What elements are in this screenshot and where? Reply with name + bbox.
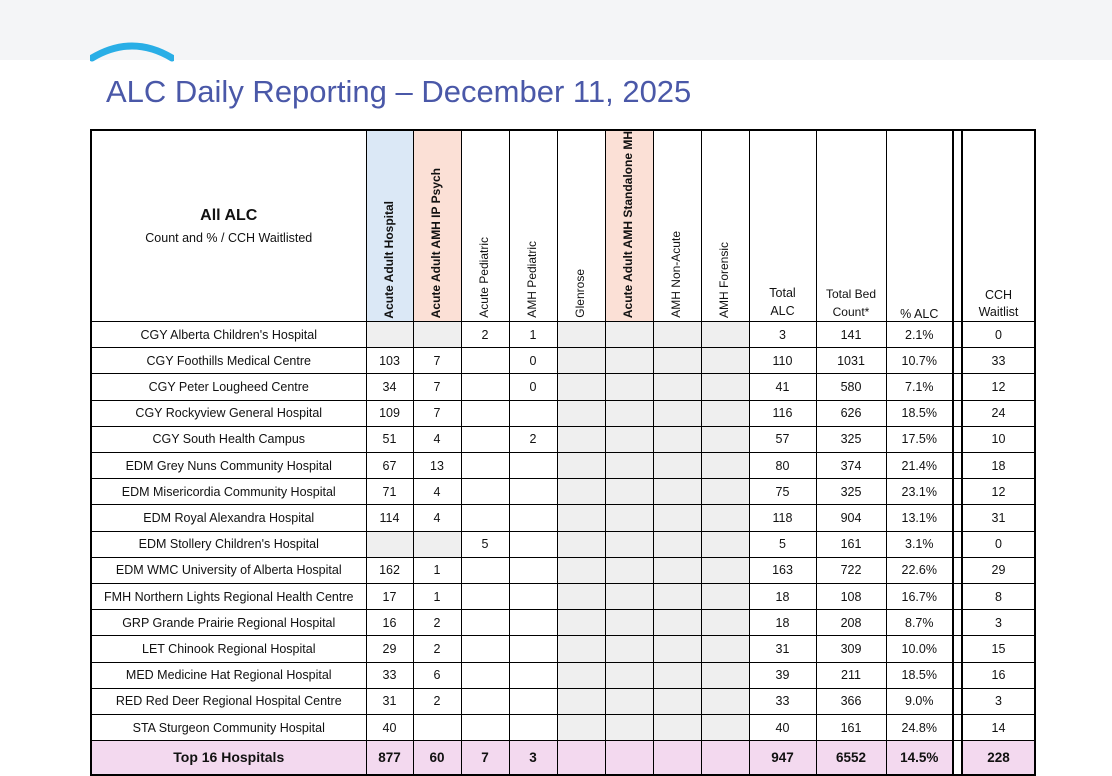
- column-gap: [953, 662, 962, 688]
- alc-count-cell: [605, 400, 653, 426]
- bed-count-cell: 6552: [816, 741, 886, 775]
- alc-count-cell: 6: [413, 662, 461, 688]
- bed-count-cell: 211: [816, 662, 886, 688]
- hospital-name: MED Medicine Hat Regional Hospital: [91, 662, 366, 688]
- cch-waitlist-cell: 29: [962, 557, 1035, 583]
- total-alc-cell: 33: [749, 688, 816, 714]
- pct-alc-cell: 17.5%: [886, 426, 953, 452]
- alc-count-cell: 0: [509, 348, 557, 374]
- alc-count-cell: [557, 636, 605, 662]
- alc-count-cell: 4: [413, 479, 461, 505]
- bed-count-cell: 325: [816, 426, 886, 452]
- bed-count-cell: 325: [816, 479, 886, 505]
- pct-alc-cell: 22.6%: [886, 557, 953, 583]
- hospital-name: STA Sturgeon Community Hospital: [91, 714, 366, 740]
- alc-count-cell: 29: [366, 636, 413, 662]
- alc-count-cell: [366, 322, 413, 348]
- alc-count-cell: [461, 583, 509, 609]
- alc-count-cell: 4: [413, 426, 461, 452]
- hospital-name: EDM Grey Nuns Community Hospital: [91, 453, 366, 479]
- total-alc-cell: 80: [749, 453, 816, 479]
- pct-alc-cell: 23.1%: [886, 479, 953, 505]
- alc-count-cell: 13: [413, 453, 461, 479]
- alc-count-cell: 2: [461, 322, 509, 348]
- col-amh-non-acute: AMH Non-Acute: [653, 130, 701, 322]
- alc-count-cell: [461, 557, 509, 583]
- cch-waitlist-cell: 15: [962, 636, 1035, 662]
- alc-count-cell: [461, 636, 509, 662]
- alc-count-cell: [653, 688, 701, 714]
- alc-count-cell: [509, 636, 557, 662]
- hospital-name: RED Red Deer Regional Hospital Centre: [91, 688, 366, 714]
- alc-count-cell: [605, 322, 653, 348]
- cch-waitlist-cell: 8: [962, 583, 1035, 609]
- column-gap: [953, 741, 962, 775]
- alc-count-cell: [605, 348, 653, 374]
- total-alc-cell: 163: [749, 557, 816, 583]
- col-total-alc: Total ALC: [749, 130, 816, 322]
- alc-count-cell: 16: [366, 610, 413, 636]
- col-acute-adult-hospital: Acute Adult Hospital: [366, 130, 413, 322]
- bed-count-cell: 161: [816, 531, 886, 557]
- alc-count-cell: 7: [413, 348, 461, 374]
- alc-count-cell: [653, 426, 701, 452]
- alc-count-cell: [557, 662, 605, 688]
- pct-alc-cell: 14.5%: [886, 741, 953, 775]
- alc-count-cell: [605, 583, 653, 609]
- alc-count-cell: [605, 741, 653, 775]
- alc-count-cell: [605, 688, 653, 714]
- all-alc-title: All ALC: [200, 207, 258, 225]
- alc-count-cell: [509, 610, 557, 636]
- alc-count-cell: 2: [413, 636, 461, 662]
- alc-count-cell: 114: [366, 505, 413, 531]
- hospital-name: GRP Grande Prairie Regional Hospital: [91, 610, 366, 636]
- alc-count-cell: [605, 610, 653, 636]
- alc-count-cell: [509, 479, 557, 505]
- alc-count-cell: [701, 636, 749, 662]
- column-gap: [953, 426, 962, 452]
- alc-count-cell: [605, 479, 653, 505]
- table-row: [91, 662, 1035, 688]
- total-label: Top 16 Hospitals: [91, 741, 366, 775]
- hospital-name: CGY Peter Lougheed Centre: [91, 374, 366, 400]
- alc-count-cell: [653, 531, 701, 557]
- bed-count-cell: 366: [816, 688, 886, 714]
- alc-count-cell: [461, 505, 509, 531]
- table-row: [91, 479, 1035, 505]
- bed-count-cell: 1031: [816, 348, 886, 374]
- alc-count-cell: 5: [461, 531, 509, 557]
- total-alc-cell: 116: [749, 400, 816, 426]
- cch-waitlist-cell: 3: [962, 610, 1035, 636]
- pct-alc-cell: 24.8%: [886, 714, 953, 740]
- table-row: [91, 531, 1035, 557]
- alc-count-cell: 877: [366, 741, 413, 775]
- alc-count-cell: [605, 505, 653, 531]
- bed-count-cell: 108: [816, 583, 886, 609]
- table-row: [91, 636, 1035, 662]
- alc-count-cell: [605, 714, 653, 740]
- alc-count-cell: [701, 688, 749, 714]
- alc-count-cell: [461, 426, 509, 452]
- bed-count-cell: 722: [816, 557, 886, 583]
- hospital-name: CGY Foothills Medical Centre: [91, 348, 366, 374]
- alc-count-cell: 162: [366, 557, 413, 583]
- total-alc-cell: 3: [749, 322, 816, 348]
- alc-count-cell: [366, 531, 413, 557]
- cch-waitlist-cell: 14: [962, 714, 1035, 740]
- pct-alc-cell: 13.1%: [886, 505, 953, 531]
- alc-count-cell: [701, 610, 749, 636]
- alc-count-cell: [653, 348, 701, 374]
- alc-count-cell: [653, 610, 701, 636]
- alc-count-cell: 103: [366, 348, 413, 374]
- col-pct-alc: % ALC: [886, 130, 953, 322]
- column-gap: [953, 322, 962, 348]
- cch-waitlist-cell: 12: [962, 479, 1035, 505]
- alc-count-cell: 2: [509, 426, 557, 452]
- alc-count-cell: [605, 662, 653, 688]
- column-gap: [953, 479, 962, 505]
- alc-count-cell: 71: [366, 479, 413, 505]
- column-gap: [953, 610, 962, 636]
- cch-waitlist-cell: 3: [962, 688, 1035, 714]
- alc-count-cell: 7: [413, 400, 461, 426]
- alc-count-cell: [653, 662, 701, 688]
- hospital-name: LET Chinook Regional Hospital: [91, 636, 366, 662]
- alc-count-cell: [461, 688, 509, 714]
- pct-alc-cell: 10.0%: [886, 636, 953, 662]
- alc-count-cell: 51: [366, 426, 413, 452]
- table-row: [91, 374, 1035, 400]
- alc-count-cell: [653, 322, 701, 348]
- pct-alc-cell: 9.0%: [886, 688, 953, 714]
- alc-count-cell: 3: [509, 741, 557, 775]
- alc-count-cell: [653, 741, 701, 775]
- hospital-name: EDM Royal Alexandra Hospital: [91, 505, 366, 531]
- alc-count-cell: [701, 426, 749, 452]
- col-glenrose: Glenrose: [557, 130, 605, 322]
- alc-count-cell: [701, 662, 749, 688]
- bed-count-cell: 626: [816, 400, 886, 426]
- column-gap: [953, 453, 962, 479]
- alc-count-cell: [509, 400, 557, 426]
- alc-count-cell: 0: [509, 374, 557, 400]
- pct-alc-cell: 3.1%: [886, 531, 953, 557]
- alc-count-cell: [701, 453, 749, 479]
- alc-count-cell: 7: [461, 741, 509, 775]
- alc-count-cell: 34: [366, 374, 413, 400]
- alc-count-cell: 40: [366, 714, 413, 740]
- table-row: [91, 453, 1035, 479]
- alc-count-cell: [653, 714, 701, 740]
- alc-count-cell: [653, 400, 701, 426]
- alc-count-cell: [605, 453, 653, 479]
- alc-count-cell: [461, 610, 509, 636]
- alc-count-cell: [509, 505, 557, 531]
- alc-count-cell: [461, 453, 509, 479]
- alc-count-cell: [509, 688, 557, 714]
- bed-count-cell: 161: [816, 714, 886, 740]
- alc-count-cell: [701, 583, 749, 609]
- alc-count-cell: [701, 374, 749, 400]
- pct-alc-cell: 18.5%: [886, 400, 953, 426]
- total-alc-cell: 41: [749, 374, 816, 400]
- column-gap: [953, 505, 962, 531]
- col-amh-forensic: AMH Forensic: [701, 130, 749, 322]
- alc-count-cell: [701, 741, 749, 775]
- alc-count-cell: [653, 505, 701, 531]
- alc-count-cell: 60: [413, 741, 461, 775]
- column-gap: [953, 130, 962, 322]
- col-acute-adult-amh-ip-psych: Acute Adult AMH IP Psych: [413, 130, 461, 322]
- cch-waitlist-cell: 10: [962, 426, 1035, 452]
- total-alc-cell: 18: [749, 610, 816, 636]
- cch-waitlist-cell: 31: [962, 505, 1035, 531]
- table-row: [91, 505, 1035, 531]
- alc-count-cell: [557, 348, 605, 374]
- alc-count-cell: [509, 714, 557, 740]
- alc-count-cell: [605, 374, 653, 400]
- alc-count-cell: 4: [413, 505, 461, 531]
- cch-waitlist-cell: 24: [962, 400, 1035, 426]
- alc-count-cell: [509, 583, 557, 609]
- table-row: [91, 400, 1035, 426]
- table-row: [91, 426, 1035, 452]
- logo-arc-icon: [90, 36, 174, 76]
- bed-count-cell: 208: [816, 610, 886, 636]
- alc-count-cell: [557, 714, 605, 740]
- alc-count-cell: [701, 348, 749, 374]
- alc-count-cell: [701, 479, 749, 505]
- table-row: [91, 714, 1035, 740]
- all-alc-subtitle: Count and % / CCH Waitlisted: [145, 231, 313, 246]
- col-cch-waitlist: CCH Waitlist: [962, 130, 1035, 322]
- alc-count-cell: [653, 583, 701, 609]
- column-gap: [953, 374, 962, 400]
- table-row: [91, 557, 1035, 583]
- column-gap: [953, 400, 962, 426]
- column-gap: [953, 557, 962, 583]
- table-row: [91, 583, 1035, 609]
- hospital-name: CGY Rockyview General Hospital: [91, 400, 366, 426]
- alc-count-cell: [701, 400, 749, 426]
- total-alc-cell: 39: [749, 662, 816, 688]
- alc-count-cell: 31: [366, 688, 413, 714]
- alc-count-cell: [557, 479, 605, 505]
- cch-waitlist-cell: 33: [962, 348, 1035, 374]
- col-total-bed-count: Total Bed Count*: [816, 130, 886, 322]
- alc-count-cell: [557, 374, 605, 400]
- total-alc-cell: 947: [749, 741, 816, 775]
- alc-count-cell: 2: [413, 688, 461, 714]
- total-alc-cell: 40: [749, 714, 816, 740]
- cch-waitlist-cell: 12: [962, 374, 1035, 400]
- alc-count-cell: [461, 479, 509, 505]
- alc-count-cell: [701, 505, 749, 531]
- alc-count-cell: 67: [366, 453, 413, 479]
- total-alc-cell: 57: [749, 426, 816, 452]
- total-alc-cell: 31: [749, 636, 816, 662]
- alc-count-cell: [701, 714, 749, 740]
- alc-count-cell: 1: [413, 583, 461, 609]
- all-alc-header: [91, 130, 366, 322]
- hospital-name: FMH Northern Lights Regional Health Centre: [91, 583, 366, 609]
- alc-count-cell: [461, 714, 509, 740]
- column-gap: [953, 348, 962, 374]
- alc-count-cell: [557, 610, 605, 636]
- column-gap: [953, 688, 962, 714]
- alc-count-cell: [413, 531, 461, 557]
- total-row: [91, 741, 1035, 775]
- alc-count-cell: [557, 505, 605, 531]
- table-row: [91, 348, 1035, 374]
- col-acute-pediatric: Acute Pediatric: [461, 130, 509, 322]
- pct-alc-cell: 21.4%: [886, 453, 953, 479]
- alc-count-cell: [557, 426, 605, 452]
- alc-count-cell: [413, 322, 461, 348]
- alc-count-cell: [653, 557, 701, 583]
- alc-count-cell: [653, 374, 701, 400]
- alc-count-cell: [605, 557, 653, 583]
- table-row: [91, 688, 1035, 714]
- total-alc-cell: 18: [749, 583, 816, 609]
- table-row: [91, 322, 1035, 348]
- cch-waitlist-cell: 228: [962, 741, 1035, 775]
- alc-count-cell: [509, 662, 557, 688]
- alc-count-cell: [653, 453, 701, 479]
- column-gap: [953, 714, 962, 740]
- alc-count-cell: [413, 714, 461, 740]
- hospital-name: CGY Alberta Children's Hospital: [91, 322, 366, 348]
- alc-count-cell: [653, 636, 701, 662]
- bed-count-cell: 580: [816, 374, 886, 400]
- hospital-name: EDM Stollery Children's Hospital: [91, 531, 366, 557]
- alc-count-cell: [461, 662, 509, 688]
- column-gap: [953, 583, 962, 609]
- page-title: ALC Daily Reporting – December 11, 2025: [106, 74, 692, 109]
- alc-count-cell: [605, 636, 653, 662]
- cch-waitlist-cell: 0: [962, 322, 1035, 348]
- col-acute-adult-amh-standalone-mh: Acute Adult AMH Standalone MH: [605, 130, 653, 322]
- pct-alc-cell: 8.7%: [886, 610, 953, 636]
- bed-count-cell: 141: [816, 322, 886, 348]
- hospital-name: CGY South Health Campus: [91, 426, 366, 452]
- alc-count-cell: [461, 348, 509, 374]
- table-row: [91, 610, 1035, 636]
- alc-count-cell: 7: [413, 374, 461, 400]
- col-amh-pediatric: AMH Pediatric: [509, 130, 557, 322]
- alc-count-cell: [557, 688, 605, 714]
- alc-count-cell: [461, 400, 509, 426]
- column-gap: [953, 636, 962, 662]
- alc-count-cell: [557, 453, 605, 479]
- alc-count-cell: [461, 374, 509, 400]
- alc-count-cell: 33: [366, 662, 413, 688]
- alc-count-cell: [701, 557, 749, 583]
- pct-alc-cell: 2.1%: [886, 322, 953, 348]
- alc-count-cell: 1: [509, 322, 557, 348]
- alc-count-cell: 1: [413, 557, 461, 583]
- alc-count-cell: [701, 322, 749, 348]
- total-alc-cell: 75: [749, 479, 816, 505]
- pct-alc-cell: 16.7%: [886, 583, 953, 609]
- bed-count-cell: 309: [816, 636, 886, 662]
- alc-count-cell: [701, 531, 749, 557]
- alc-count-cell: [605, 426, 653, 452]
- pct-alc-cell: 18.5%: [886, 662, 953, 688]
- cch-waitlist-cell: 0: [962, 531, 1035, 557]
- alc-count-cell: 2: [413, 610, 461, 636]
- bed-count-cell: 904: [816, 505, 886, 531]
- alc-count-cell: [509, 557, 557, 583]
- total-alc-cell: 118: [749, 505, 816, 531]
- alc-count-cell: [557, 583, 605, 609]
- total-alc-cell: 5: [749, 531, 816, 557]
- alc-count-cell: [557, 557, 605, 583]
- alc-count-cell: [653, 479, 701, 505]
- alc-count-cell: [557, 531, 605, 557]
- alc-count-cell: 17: [366, 583, 413, 609]
- bed-count-cell: 374: [816, 453, 886, 479]
- total-alc-cell: 110: [749, 348, 816, 374]
- alc-count-cell: [557, 400, 605, 426]
- cch-waitlist-cell: 16: [962, 662, 1035, 688]
- alc-count-cell: [605, 531, 653, 557]
- alc-count-cell: [557, 741, 605, 775]
- pct-alc-cell: 10.7%: [886, 348, 953, 374]
- hospital-name: EDM WMC University of Alberta Hospital: [91, 557, 366, 583]
- alc-count-cell: [557, 322, 605, 348]
- alc-count-cell: [509, 453, 557, 479]
- pct-alc-cell: 7.1%: [886, 374, 953, 400]
- alc-count-cell: [509, 531, 557, 557]
- hospital-name: EDM Misericordia Community Hospital: [91, 479, 366, 505]
- header-row: [91, 130, 1035, 322]
- alc-count-cell: 109: [366, 400, 413, 426]
- column-gap: [953, 531, 962, 557]
- cch-waitlist-cell: 18: [962, 453, 1035, 479]
- alc-table: [90, 129, 1036, 776]
